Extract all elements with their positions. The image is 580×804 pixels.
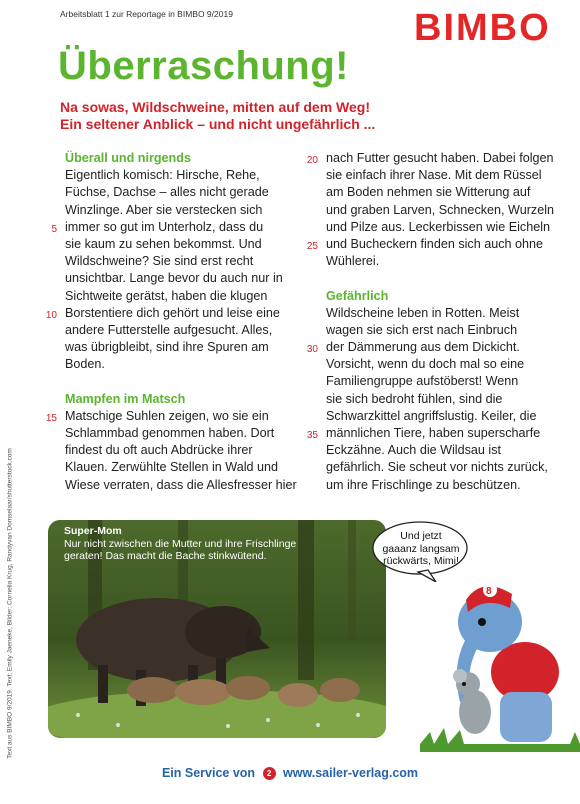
text-line: findest du oft auch Abdrücke ihrer: [65, 443, 253, 458]
line-number: 25: [306, 241, 318, 252]
subtitle-line-2: Ein seltener Anblick – und nicht ungefährlich ...: [60, 116, 376, 132]
text-line: Wildschweine? Sie sind erst recht: [65, 254, 254, 269]
text-line: Familiengruppe aufstöberst! Wenn: [326, 374, 519, 389]
text-line: männlichen Tiere, haben superscharfe: [326, 426, 541, 440]
line-number: 15: [45, 413, 57, 424]
text-line: Klauen. Zerwühlte Stellen in Wald und: [65, 460, 279, 475]
text-line: Schwarzkittel angriffslustig. Keiler, die: [326, 408, 537, 423]
text-line: Sichtweite gerätst, haben die klugen: [65, 288, 268, 303]
text-line: Wildscheine leben in Rotten. Meist: [326, 305, 520, 320]
text-line: und Bucheckern finden sich auch ohne: [326, 236, 544, 251]
text-line: was übrigbleibt, sind ihre Spuren am: [65, 340, 269, 355]
bimbo-logo: [408, 2, 578, 48]
footer-prefix: Ein Service von: [161, 766, 256, 780]
section-heading: Überall und nirgends: [65, 151, 191, 165]
text-column-left: [45, 150, 297, 494]
spacer: [65, 373, 285, 390]
text-line: wagen sie sich erst nach Einbruch: [326, 322, 518, 337]
section-heading: Gefährlich: [326, 288, 389, 303]
caption-line-2: geraten! Das macht die Bache stinkwütend.: [64, 550, 267, 562]
caption-line-1: Nur nicht zwischen die Mutter und ihre Frischlinge: [64, 537, 297, 550]
text-line: andere Futterstelle aufgesucht. Alles,: [65, 322, 273, 337]
text-line: Eigentlich komisch: Hirsche, Rehe,: [65, 168, 260, 183]
subtitle-line-1: Na sowas, Wildschweine, mitten auf dem Weg!: [60, 99, 371, 115]
speech-bubble-text: Und jetzt gaaanz langsam rückwärts, Mimi!: [382, 530, 460, 567]
footer: [0, 766, 580, 780]
text-line: Füchse, Dachse – alles nicht gerade: [65, 185, 269, 200]
text-line: sie einfach ihrer Nase. Mit dem Rüssel: [326, 168, 542, 183]
text-line: Wiese verraten, dass die Allesfresser hier: [65, 477, 297, 492]
spacer: [326, 270, 546, 287]
text-line: sie kaum zu sehen bekommst. Und: [65, 236, 262, 251]
text-line: Winzlinge. Aber sie verstecken sich: [65, 202, 263, 217]
text-line: Matschige Suhlen zeigen, wo sie ein: [65, 408, 269, 423]
line-number: 35: [306, 430, 318, 442]
line-number: 10: [45, 309, 57, 321]
text-line: sie sich bedroht fühlen, sind die: [326, 391, 503, 406]
text-line: und Pilze aus. Leckerbissen wie Eicheln: [326, 219, 551, 234]
image-credit: Text aus BIMBO 9/2019. Text: Emily Jaeneke, Bilder: Cornelia Krug, Randyvan Domselaar/shutterstock.com: [6, 448, 14, 759]
cartoon-characters-illustration: [420, 572, 580, 752]
worksheet-note: Arbeitsblatt 1 zur Reportage in BIMBO 9/2019: [60, 9, 233, 19]
publisher-badge-icon: 2: [263, 767, 276, 780]
text-column-right: [306, 150, 554, 494]
text-line: Wühlerei.: [326, 254, 380, 269]
text-line: der Dämmerung aus dem Dickicht.: [326, 340, 520, 355]
text-line: gefährlich. Sie scheut vor nichts zurück,: [326, 460, 548, 475]
line-number: 5: [51, 223, 57, 235]
line-number: 30: [306, 344, 318, 356]
line-number: 20: [306, 155, 318, 166]
photo-caption: [64, 525, 374, 563]
text-line: Schlammbad genommen haben. Dort: [65, 426, 275, 440]
page-title: Überraschung!: [58, 44, 349, 88]
publisher-url-link[interactable]: www.sailer-verlag.com: [283, 766, 419, 780]
svg-text:BIMBO: BIMBO: [414, 7, 551, 48]
section-heading: Mampfen im Matsch: [65, 391, 186, 406]
text-line: unsichtbar. Lange bevor du auch nur in: [65, 271, 283, 286]
text-line: nach Futter gesucht haben. Dabei folgen: [326, 151, 554, 165]
text-line: Vorsicht, wenn du doch mal so eine: [326, 357, 525, 372]
svg-text:8: 8: [486, 586, 492, 597]
caption-title: Super-Mom: [64, 525, 122, 537]
text-line: Eckzähne. Auch die Wildsau ist: [326, 443, 502, 458]
text-line: um ihre Frischlinge zu beschützen.: [326, 477, 521, 492]
text-line: und graben Larven, Schnecken, Wurzeln: [326, 202, 554, 217]
text-line: immer so gut im Unterholz, dass du: [65, 219, 264, 234]
text-line: am Boden nehmen sie Witterung auf: [326, 185, 531, 200]
text-line: Boden.: [65, 357, 105, 372]
text-line: Borstentiere dich gehört und leise eine: [65, 305, 280, 320]
